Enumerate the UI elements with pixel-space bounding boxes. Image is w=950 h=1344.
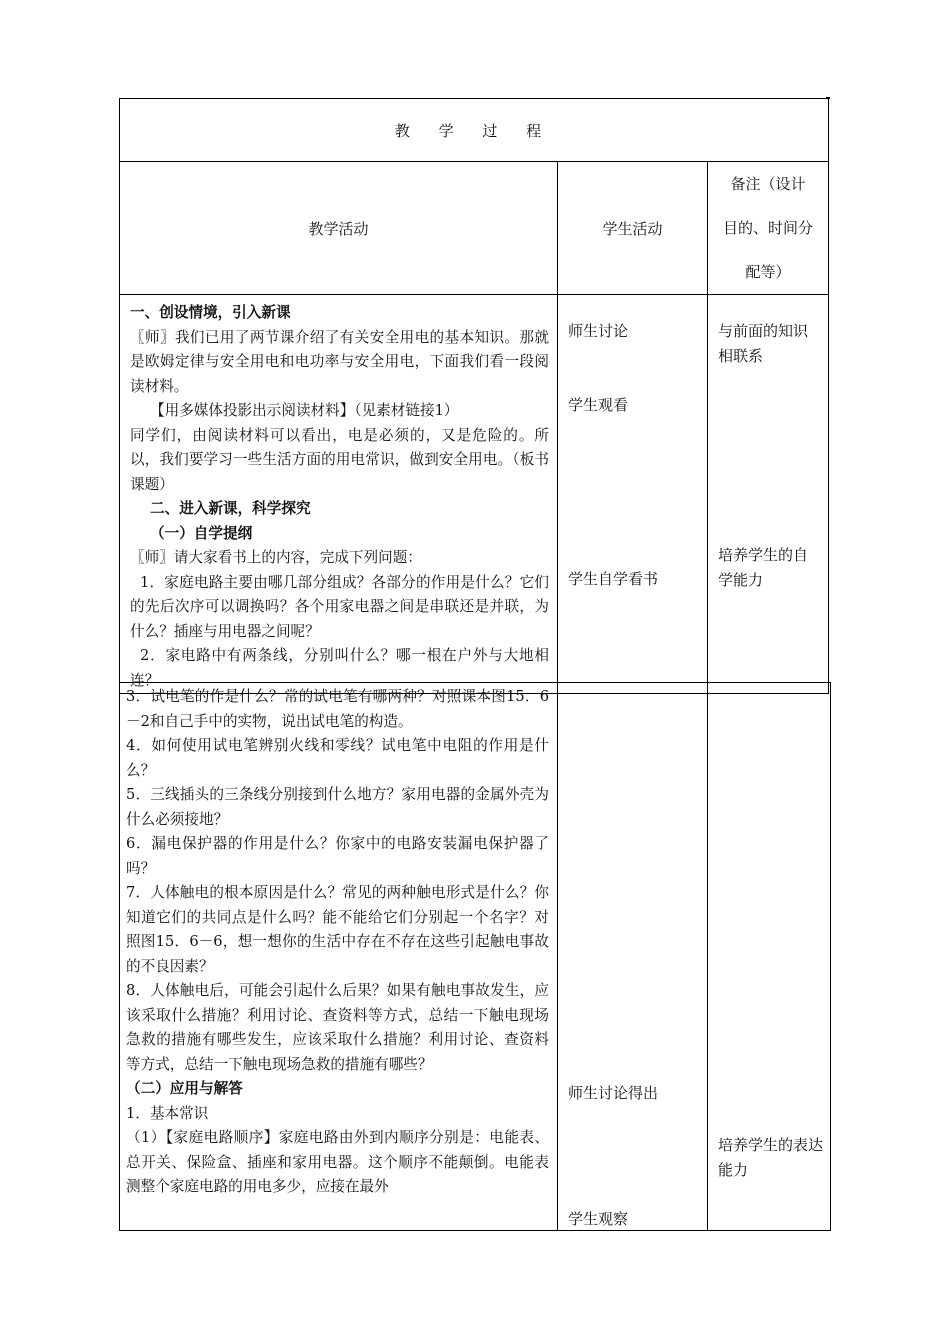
note-item: 与前面的知识相联系 (718, 322, 809, 365)
paragraph: 〖师〗请大家看书上的内容，完成下列问题： (130, 549, 422, 566)
student-activity-item: 师生讨论得出 (568, 1084, 659, 1102)
table-title: 教 学 过 程 (120, 99, 829, 162)
student-activity-item: 学生观察 (568, 1210, 629, 1228)
lesson-table-part2 (119, 682, 831, 1231)
header-teaching-activity: 教学活动 (120, 162, 558, 295)
note-item: 培养学生的表达能力 (718, 1136, 824, 1179)
header-student-activity: 学生活动 (558, 162, 708, 295)
question-item: 8．人体触电后，可能会引起什么后果？如果有触电事故发生，应该采取什么措施？利用讨论、查资料等方式，总结一下触电现场急救的措施有哪些发生，应该采取什么措施？利用讨论、查资料等方式，总结一下触电现场急救的措施有哪些？ (126, 982, 549, 1073)
teaching-activity-cell-2 (120, 683, 558, 1231)
teaching-activity-cell (120, 295, 558, 694)
header-notes-line1: 备注（设计 (730, 175, 806, 193)
question-item: 5．三线插头的三条线分别接到什么地方？家用电器的金属外壳为什么必须接地？ (126, 786, 549, 828)
paragraph: （1）【家庭电路顺序】家庭电路由外到内顺序分别是：电能表、总开关、保险盒、插座和家用电器。这个顺序不能颠倒。电能表测整个家庭电路的用电多少，应接在最外 (126, 1129, 549, 1195)
section-heading: 二、进入新课，科学探究 (150, 500, 311, 517)
question-item: 1．家庭电路主要由哪几部分组成？各部分的作用是什么？它们的先后次序可以调换吗？各个用家电器之间是串联还是并联，为什么？插座与用电器之间呢？ (130, 573, 549, 640)
student-activity-item: 师生讨论 (568, 322, 629, 340)
student-activity-cell-2 (558, 683, 708, 1231)
subsection-heading: （一）自学提纲 (150, 524, 253, 542)
section-heading: 一、创设情境，引入新课 (130, 304, 291, 321)
paragraph: 同学们，由阅读材料可以看出，电是必须的，又是危险的。所以，我们要学习一些生活方面的用电常识，做到安全用电。（板书课题） (130, 426, 549, 493)
student-activity-cell (558, 295, 708, 694)
lesson-table-part1 (119, 98, 829, 694)
question-item: 6．漏电保护器的作用是什么？你家中的电路安装漏电保护器了吗？ (126, 835, 549, 877)
subsection-heading: （二）应用与解答 (126, 1080, 243, 1097)
paragraph: 【用多媒体投影出示阅读材料】（见素材链接1） (150, 402, 459, 419)
paragraph: 〖师〗我们已用了两节课介绍了有关安全用电的基本知识。那就是欧姆定律与安全用电和电功率与安全用电，下面我们看一段阅读材料。 (130, 328, 549, 395)
header-notes-line2: 目的、时间分 (723, 219, 814, 237)
paragraph: 1．基本常识 (126, 1104, 209, 1122)
header-notes (708, 162, 829, 295)
student-activity-item: 学生观看 (568, 396, 629, 414)
header-notes-line3: 配等） (745, 263, 791, 281)
question-item: 2．家电路中有两条线，分别叫什么？哪一根在户外与大地相连？ (130, 647, 549, 689)
note-item: 培养学生的自学能力 (718, 546, 809, 589)
question-item: 4．如何使用试电笔辨别火线和零线？试电笔中电阻的作用是什么？ (126, 737, 549, 779)
question-item: 3．试电笔的作是什么？常的试电笔有哪两种？对照课本图15．6－2和自己手中的实物，说出试电笔的构造。 (126, 688, 549, 730)
notes-cell-2 (708, 683, 831, 1231)
question-item: 7．人体触电的根本原因是什么？常见的两种触电形式是什么？你知道它们的共同点是什么吗？能不能给它们分别起一个名字？对照图15．6－6，想一想你的生活中存在不存在这些引起触电事故的不良因素？ (126, 884, 549, 975)
notes-cell (708, 295, 829, 694)
student-activity-item: 学生自学看书 (568, 570, 659, 588)
